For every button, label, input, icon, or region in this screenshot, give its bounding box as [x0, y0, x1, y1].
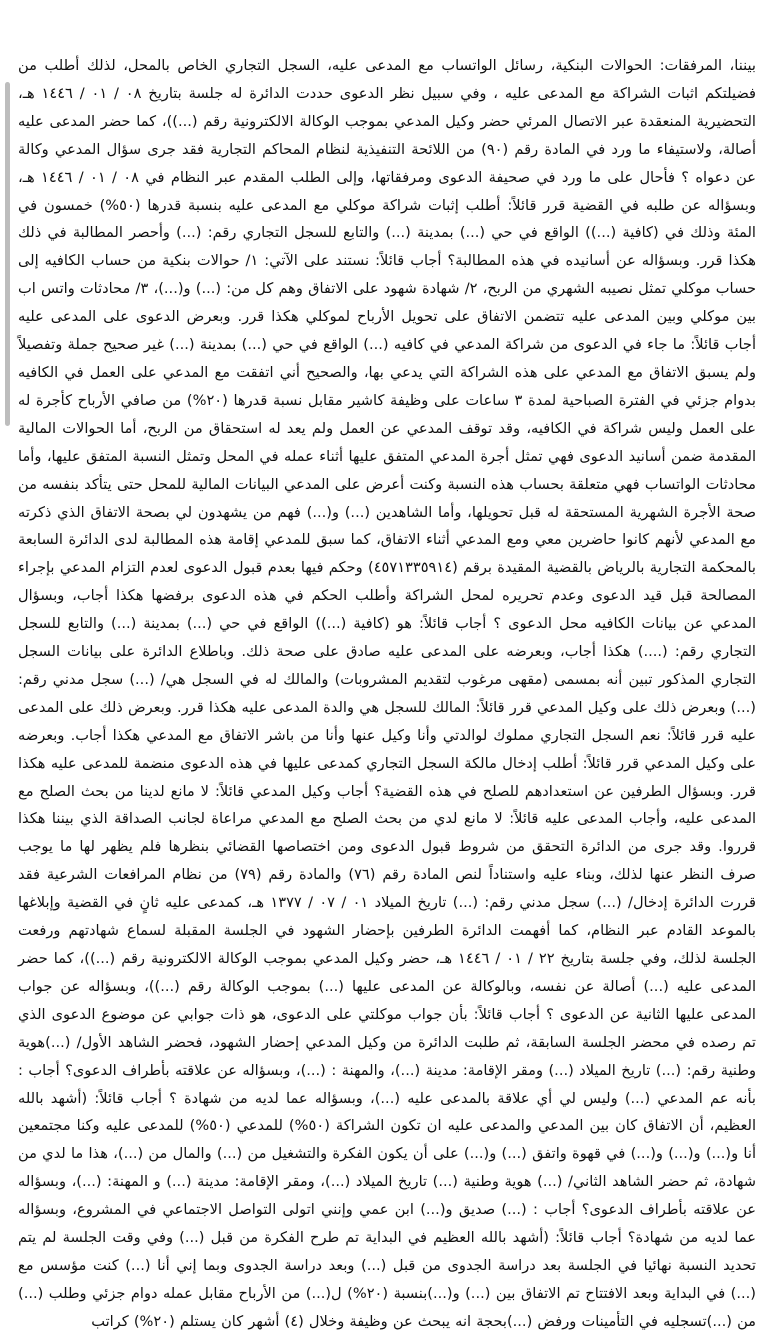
document-body: [18, 52, 757, 1330]
scrollbar-thumb[interactable]: [5, 82, 10, 426]
vertical-scrollbar[interactable]: [0, 0, 12, 1200]
document-text: بيننا، المرفقات: الحوالات البنكية، رسائل الواتساب مع المدعى عليه، السجل التجاري الخاص بالمحل، لذلك أطلب من فضيلتكم اثبات الشراكة مع المدعى عليه ، وفي سبيل نظر الدعوى حددت الدائرة له جلسة بتاريخ ٠٨ / ٠١ / ١٤٤٦ هـ، التحضيرية المنعقدة عبر الاتصال المرئي حضر وكيل المدعي بموجب الوكالة الالكترونية رقم (...))، كما حضر المدعى عليه أصالة، ولاستيفاء ما ورد في المادة رقم (٩٠) من اللائحة التنفيذية لنظام المحاكم التجارية فقد جرى سؤال المدعي وكالة عن دعواه ؟ فأحال على ما ورد في صحيفة الدعوى ومرفقاتها، وإلى الطلب المقدم عبر النظام في ٠٨ / ٠١ / ١٤٤٦ هـ، وبسؤاله عن طلبه في القضية قرر قائلاً: أطلب إثبات شراكة موكلي مع المدعى عليه بنسبة قدرها (٥٠%) خمسون في المئة وذلك في (كافية (...)) الواقع في حي (...) بمدينة (...) والتابع للسجل التجاري رقم: (...) وأحصر المطالبة في ذلك هكذا قرر. وبسؤاله عن أسانيده في هذه المطالبة؟ أجاب قائلاً: نستند على الآتي: ١/ حوالات بنكية من حساب الكافيه إلى حساب موكلي تمثل نصيبه الشهري من الربح، ٢/ شهادة شهود على الاتفاق وهم كل من: (...) و(...)، ٣/ محادثات واتس اب بين موكلي وبين المدعى عليه تتضمن الاتفاق على تحويل الأرباح لموكلي هكذا قرر. وبعرض الدعوى على المدعى عليه أجاب قائلاً: ما جاء في الدعوى من شراكة المدعي في كافيه (...) الواقع في حي (...) بمدينة (...) غير صحيح جملة وتفصيلاً ولم يسبق الاتفاق مع المدعي على هذه الشراكة التي يدعي بها، والصحيح أني اتفقت مع المدعي على العمل في الكافيه بدوام جزئي في الفترة الصباحية لمدة ٣ ساعات على وظيفة كاشير مقابل نسبة قدرها (٢٠%) من صافي الأرباح كأجرة له على العمل وليس شراكة في الكافيه، وقد توقف المدعي عن العمل ولم يعد له استحقاق من الربح، أما الحوالات المالية المقدمة ضمن أسانيد الدعوى فهي تمثل أجرة المدعي المتفق عليها أثناء عمله في المحل وتمثل النسبة المتفق عليها، وأما محادثات الواتساب فهي متعلقة بحساب هذه النسبة وكنت أعرض على المدعي البيانات المالية للمحل حتى يتأكد بنفسه من صحة الأجرة الشهرية المستحقة له قبل تحويلها، وأما الشاهدين (...) و(...) فهم من يشهدون لي بصحة الاتفاق الذي ذكرته مع المدعي لأنهم كانوا حاضرين معي ومع المدعي أثناء الاتفاق، كما سبق للمدعي إقامة هذه المطالبة لدى الدائرة السابعة بالمحكمة التجارية بالرياض بالقضية المقيدة برقم (٤٥٧١٣٣٥٩١٤) وحكم فيها بعدم قبول الدعوى لعدم التزام المدعي بإجراء المصالحة قبل قيد الدعوى وعدم تحريره لمحل الشراكة وأطلب الحكم في هذه الدعوى برفضها هكذا أجاب، وبسؤال المدعي عن بيانات الكافيه محل الدعوى ؟ أجاب قائلاً: هو (كافية (...)) الواقع في حي (...) بمدينة (...) والتابع للسجل التجاري رقم: (....) هكذا أجاب، وبعرضه على المدعى عليه صادق على صحة ذلك. وباطلاع الدائرة على بيانات السجل التجاري المذكور تبين أنه بمسمى (مقهى مرغوب لتقديم المشروبات) والمالك له في السجل هي/ (...) سجل مدني رقم: (...) وبعرض ذلك على وكيل المدعي قرر قائلاً: المالك للسجل هي والدة المدعى عليه هكذا قرر. وبعرض ذلك على المدعى عليه قرر قائلاً: نعم السجل التجاري مملوك لوالدتي وأنا وكيل عنها وأنا من باشر الاتفاق مع المدعي هكذا أجاب. وبعرضه على وكيل المدعي قرر قائلاً: أطلب إدخال مالكة السجل التجاري كمدعى عليها في هذه الدعوى منضمة للمدعى عليه هكذا قرر. وبسؤال الطرفين عن استعدادهم للصلح في هذه القضية؟ أجاب وكيل المدعي قائلاً: لا مانع لدينا من بحث الصلح مع المدعى عليه، وأجاب المدعى عليه قائلاً: لا مانع لدي من بحث الصلح مع المدعي مراعاة لجانب الصداقة الذي بيننا هكذا قرروا. وقد جرى من الدائرة التحقق من شروط قبول الدعوى ومن اختصاصها القضائي بنظرها فلم يظهر لها ما يوجب صرف النظر عنها لذلك، وبناء عليه واستناداً لنص المادة رقم (٧٦) والمادة رقم (٧٩) من نظام المرافعات الشرعية فقد قررت الدائرة إدخال/ (...) سجل مدني رقم: (...) تاريخ الميلاد ٠١ / ٠٧ / ١٣٧٧ هـ، كمدعى عليه ثانٍ في القضية وإبلاغها بالموعد القادم عبر النظام، كما أفهمت الدائرة الطرفين بإحضار الشهود في الجلسة المقبلة لسماع شهادتهم ورفعت الجلسة لذلك، وفي جلسة بتاريخ ٢٢ / ٠١ / ١٤٤٦ هـ، حضر وكيل المدعي بموجب الوكالة الالكترونية رقم (...))، كما حضر المدعى عليه (...) أصالة عن نفسه، وبالوكالة عن المدعى عليها (...) بموجب الوكالة رقم (...))، وبسؤاله عن جواب المدعى عليها الثانية عن الدعوى ؟ أجاب قائلاً: بأن جواب موكلتي على الدعوى، هو ذات جوابي عن موضوع الدعوى الذي تم رصده في محضر الجلسة السابقة، ثم طلبت الدائرة من وكيل المدعي إحضار الشهود، فحضر الشاهد الأول/ (...)هوية وطنية رقم: (...) تاريخ الميلاد (...) ومقر الإقامة: مدينة (...)، والمهنة : (...)، وبسؤاله عن علاقته بأطراف الدعوى؟ أجاب : بأنه عم المدعي (...) وليس لي أي علاقة بالمدعى عليه (...)، وبسؤاله عما لديه من شهادة ؟ أجاب قائلاً: (أشهد بالله العظيم، أن الاتفاق كان بين المدعي والمدعى عليه ان تكون الشراكة (٥٠%) للمدعي (٥٠%) للمدعى عليه وكنا مجتمعين أنا و(...) و(...) و(...) في قهوة واتفق (...) و(...) على أن يكون الفكرة والتشغيل من (...) والمال من (...)، هذا ما لدي من شهادة، ثم حضر الشاهد الثاني/ (...) هوية وطنية (...) تاريخ الميلاد (...)، ومقر الإقامة: مدينة (...) و المهنة: (...)، وبسؤاله عن علاقته بأطراف الدعوى؟ أجاب : (...) صديق و(...) ابن عمي وإنني اتولى التواصل الاجتماعي في المشروع، وبسؤاله عما لديه من شهادة؟ أجاب قائلاً: (أشهد بالله العظيم في البداية تم طرح الفكرة من قبل (...) وفي وقت الجلسة لم يتم تحديد النسبة نهائيا في الجلسة بعد دراسة الجدوى من قبل (...) وبعد دراسة الجدوى وبما إني أنا (...) كنت مؤسس مع (...) في البداية وبعد الافتتاح تم الاتفاق بين (...) و(...)بنسبة (٢٠%) ل(...) من الأرباح مقابل عمله دوام جزئي وطلب (...) من (...)تسجليه في التأمينات ورفض (...)بحجة انه يبحث عن وظيفة وخلال (٤) أشهر كان يستلم (٢٠%) كراتب: [18, 57, 757, 1330]
